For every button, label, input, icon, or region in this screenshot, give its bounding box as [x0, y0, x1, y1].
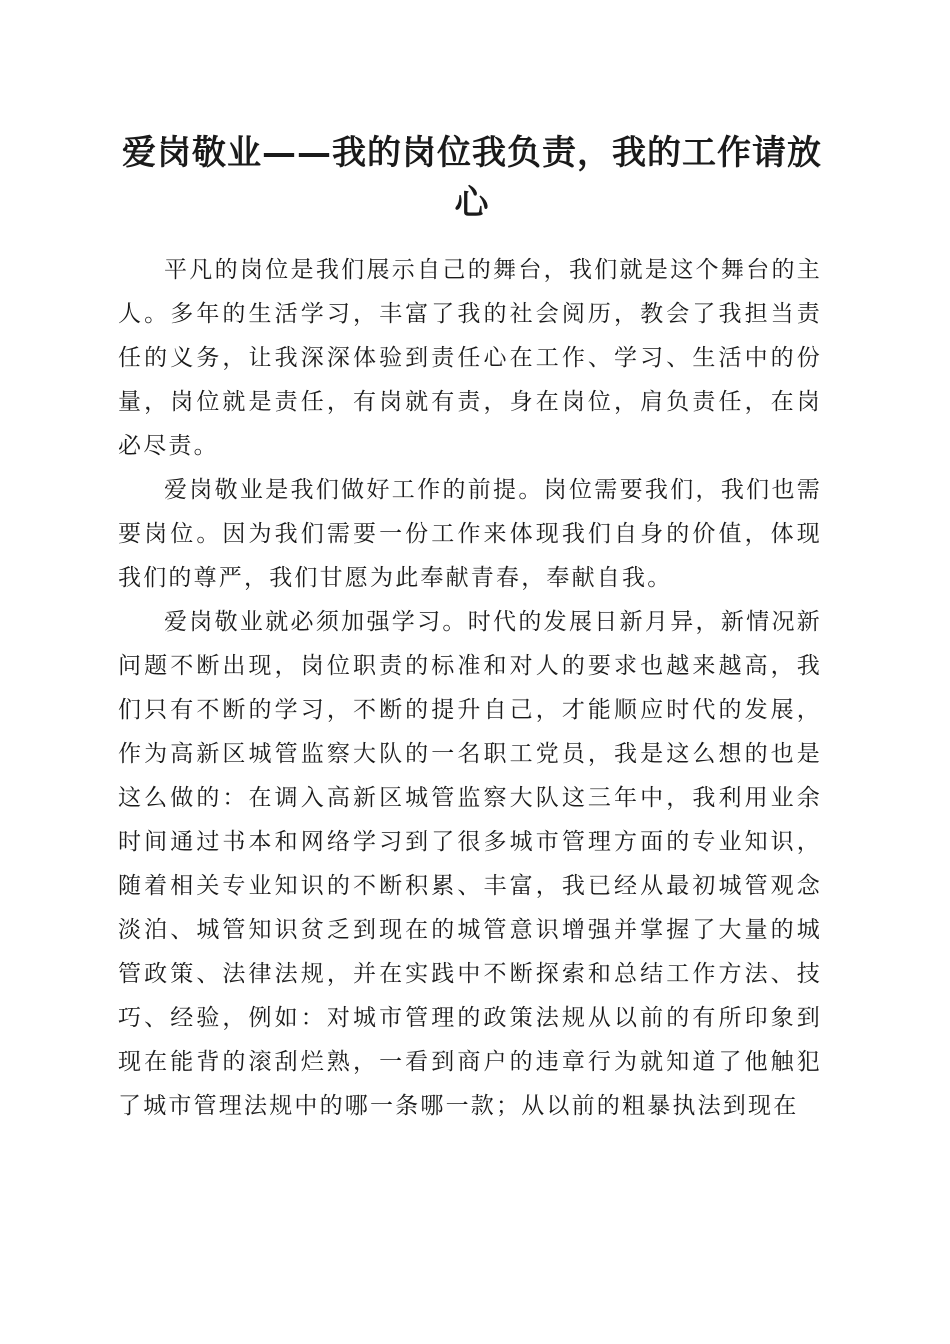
document-title: 爱岗敬业——我的岗位我负责，我的工作请放心 — [122, 133, 822, 223]
paragraph-3: 爱岗敬业就必须加强学习。时代的发展日新月异，新情况新问题不断出现，岗位职责的标准和对人的要求也越来越高，我们只有不断的学习，不断的提升自己，才能顺应时代的发展，作为高新区城管监察大队的一名职工党员，我是这么想的也是这么做的：在调入高新区城管监察大队这三年中，我利用业余时间通过书本和网络学习到了很多城市管理方面的专业知识，随着相关专业知识的不断积累、丰富，我已经从最初城管观念淡泊、城管知识贫乏到现在的城管意识增强并掌握了大量的城管政策、法律法规，并在实践中不断探索和总结工作方法、技巧、经验，例如：对城市管理的政策法规从以前的有所印象到现在能背的滚刮烂熟，一看到商户的违章行为就知道了他触犯了城市管理法规中的哪一条哪一款；从以前的粗暴执法到现在 — [118, 609, 822, 1119]
paragraph-2: 爱岗敬业是我们做好工作的前提。岗位需要我们，我们也需要岗位。因为我们需要一份工作来体现我们自身的价值，体现我们的尊严，我们甘愿为此奉献青春，奉献自我。 — [118, 477, 822, 591]
document-body — [118, 248, 822, 1128]
paragraph-1: 平凡的岗位是我们展示自己的舞台，我们就是这个舞台的主人。多年的生活学习，丰富了我的社会阅历，教会了我担当责任的义务，让我深深体验到责任心在工作、学习、生活中的份量，岗位就是责任，有岗就有责，身在岗位，肩负责任，在岗必尽责。 — [118, 257, 822, 459]
